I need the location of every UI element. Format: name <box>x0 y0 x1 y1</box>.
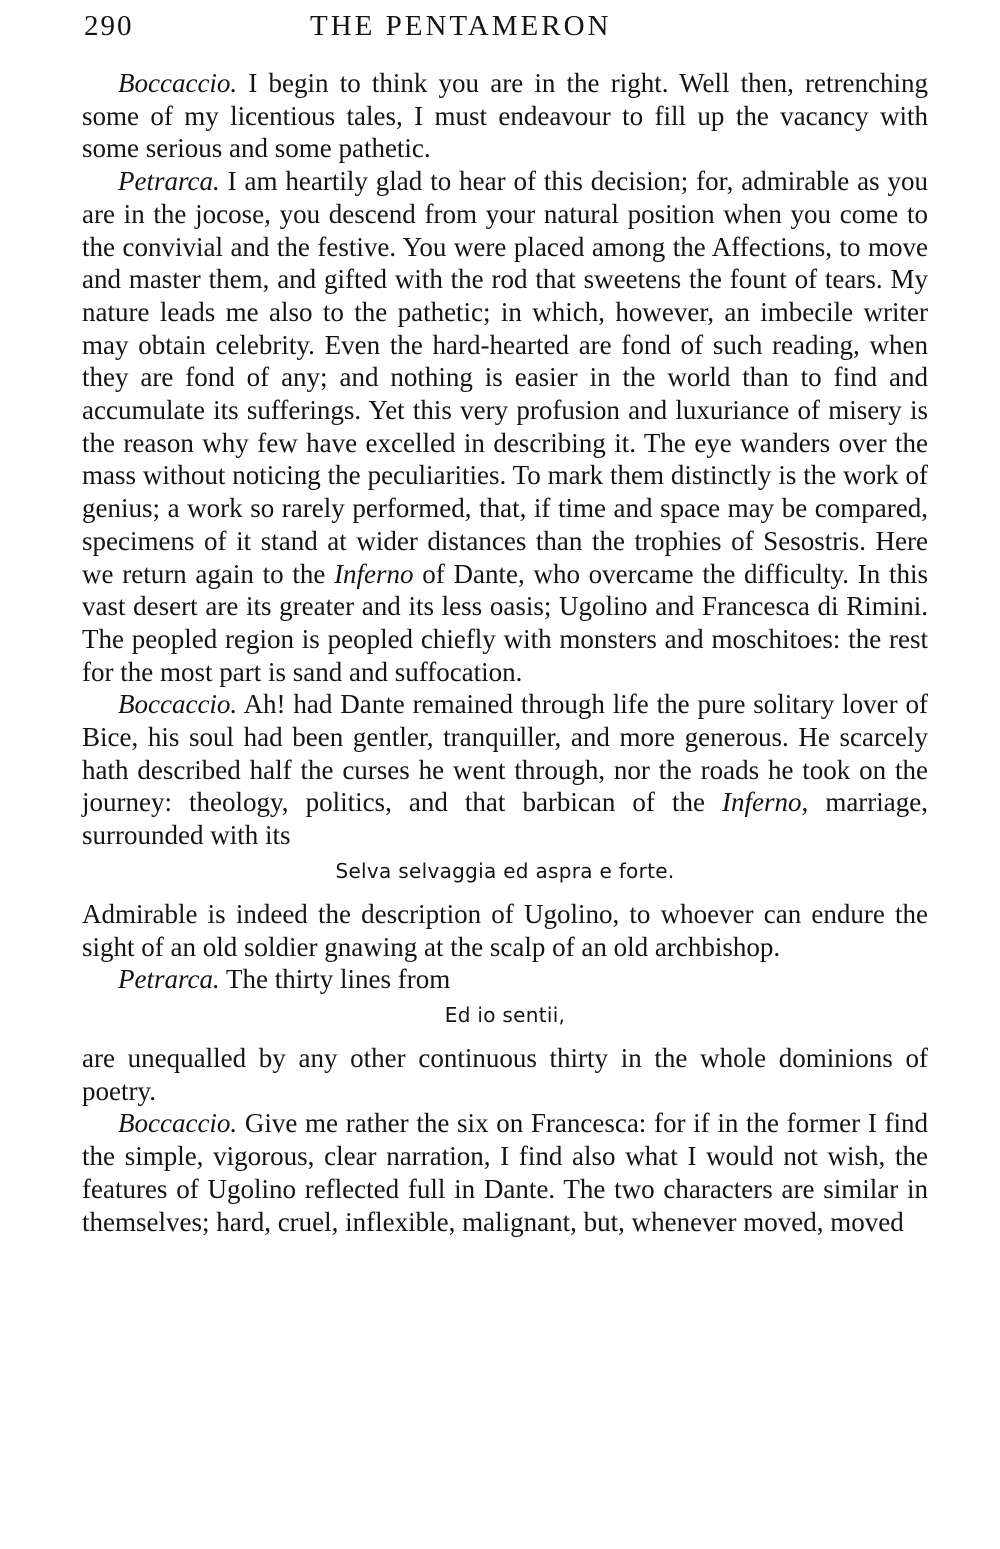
speaker-name: Petrarca. <box>118 166 220 197</box>
verse-quotation-1: Selva selvaggia ed aspra e forte. <box>335 858 675 883</box>
paragraph-continuation-1: Admirable is indeed the description of Ugolino, to whoever can endure the sight of an old soldier gnawing at the scalp of an old archbishop. <box>82 898 928 962</box>
paragraph-boccaccio-2 <box>82 688 928 852</box>
page-number: 290 <box>84 10 134 42</box>
page-body <box>82 67 928 1238</box>
paragraph-continuation-2: are unequalled by any other continuous thirty in the whole dominions of poetry. <box>82 1042 928 1106</box>
paragraph-text: Give me rather the six on Francesca: for if in the former I find the simple, vigorous, clear narration, I find also what I would not wish, the features of Ugolino reflected full in Dante. The two characters are similar in themselves; hard, cruel, inflexible, malignant, but, whenever moved, moved <box>82 1108 928 1237</box>
paragraph-text: The thirty lines from <box>219 964 451 995</box>
paragraph-petrarca-1 <box>82 165 928 688</box>
paragraph-text-after: of Dante, who overcame the difficulty. In this vast desert are its greater and its less oasis; Ugolino and Francesca di Rimini. The peopled region is peopled chiefly with monsters and moschitoes: the rest for the most part is sand and suffocation. <box>82 558 928 687</box>
paragraph-petrarca-2 <box>82 963 928 996</box>
paragraph-text: Ah! had Dante remained through life the pure solitary lover of Bice, his soul had been gentler, tranquiller, and more generous. He scarcely hath described half the curses he went through, nor the roads he took on the journey: theology, politics, and that barbican of the <box>82 689 928 818</box>
paragraph-text: I am heartily glad to hear of this decision; for, admirable as you are in the jocose, you descend from your natural position when you come to the convivial and the festive. You were placed among the Affections, to move and master them, and gifted with the rod that sweetens the fount of tears. My nature leads me also to the pathetic; in which, however, an imbecile writer may obtain celebrity. Even the hard-hearted are fond of such reading, when they are fond of any; and nothing is easier in the world than to find and accumulate its sufferings. Yet this very profusion and luxuriance of misery is the reason why few have excelled in describing it. The eye wanders over the mass without noticing the peculiarities. To mark them distinctly is the work of genius; a work so rarely performed, that, if time and space may be compared, specimens of it stand at wider distances than the trophies of Sesostris. Here we return again to the <box>82 166 928 589</box>
running-title: THE PENTAMERON <box>310 10 612 42</box>
italic-title: Inferno, <box>722 787 809 818</box>
paragraph-boccaccio-3 <box>82 1107 928 1238</box>
speaker-name: Boccaccio. <box>118 68 238 98</box>
paragraph-boccaccio-1 <box>82 67 928 165</box>
speaker-name: Petrarca. <box>118 964 220 995</box>
italic-title: Inferno <box>334 558 414 589</box>
speaker-name: Boccaccio. <box>118 1108 238 1139</box>
page-header <box>84 10 934 50</box>
speaker-name: Boccaccio. <box>118 689 238 720</box>
paragraph-text: I begin to think you are in the right. Well then, retrenching some of my licentious tales, I must endeavour to fill up the vacancy with some serious and some pathetic. <box>82 68 928 164</box>
verse-quotation-2: Ed io sentii, <box>444 1002 566 1027</box>
paragraph-text-after: marriage, surrounded with its <box>82 787 929 851</box>
